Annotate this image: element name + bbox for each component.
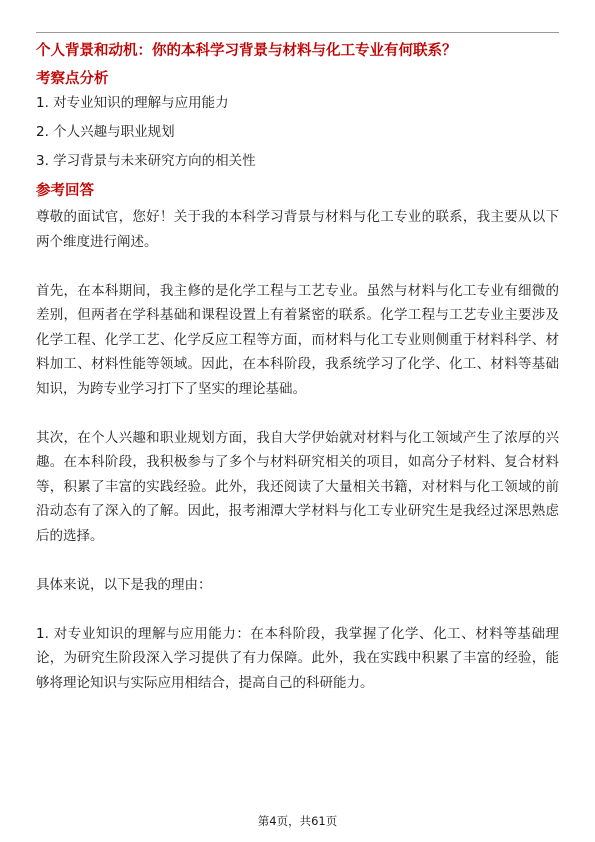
paragraph-gap [36, 597, 559, 622]
answer-paragraph: 1. 对专业知识的理解与应用能力：在本科阶段，我掌握了化学、化工、材料等基础理论，为研究生阶段深入学习提供了有力保障。此外，我在实践中积累了丰富的经验，能够将理论知识与实际应用相结合，提高自己的科研能力。 [36, 625, 559, 691]
answer-paragraph: 首先，在本科期间，我主修的是化学工程与工艺专业。虽然与材料与化工专业有细微的差别，但两者在学科基础和课程设置上有着紧密的联系。化学工程与工艺专业主要涉及化学工程、化学工艺、化学反应工程等方面，而材料与化工专业则侧重于材料科学、材料加工、材料性能等领域。因此，在本科阶段，我系统学习了化学、化工、材料等基础知识，为跨专业学习打下了坚实的理论基础。 [36, 282, 559, 397]
paragraph-gap [36, 548, 559, 573]
page-footer: 第4页，共61页 [257, 814, 338, 828]
top-rule [36, 32, 559, 33]
analysis-point: 3. 学习背景与未来研究方向的相关性 [36, 153, 256, 169]
paragraph-gap [36, 401, 559, 426]
answer-paragraph: 具体来说，以下是我的理由： [36, 576, 212, 593]
page-content [36, 40, 559, 695]
analysis-heading: 考察点分析 [36, 71, 109, 87]
analysis-point: 2. 个人兴趣与职业规划 [36, 124, 175, 140]
answer-heading: 参考回答 [36, 183, 94, 199]
answer-paragraph: 其次，在个人兴趣和职业规划方面，我自大学伊始就对材料与化工领域产生了浓厚的兴趣。在本科阶段，我积极参与了多个与材料研究相关的项目，如高分子材料、复合材料等，积累了丰富的实践经验。此外，我还阅读了大量相关书籍，对材料与化工领域的前沿动态有了深入的了解。因此，报考湘潭大学材料与化工专业研究生是我经过深思熟虑后的选择。 [36, 429, 559, 544]
question-title: 个人背景和动机：你的本科学习背景与材料与化工专业有何联系？ [36, 43, 457, 59]
analysis-point: 1. 对专业知识的理解与应用能力 [36, 95, 229, 111]
paragraph-gap [36, 254, 559, 279]
answer-paragraph: 尊敬的面试官，您好！关于我的本科学习背景与材料与化工专业的联系，我主要从以下两个维度进行阐述。 [36, 209, 559, 250]
